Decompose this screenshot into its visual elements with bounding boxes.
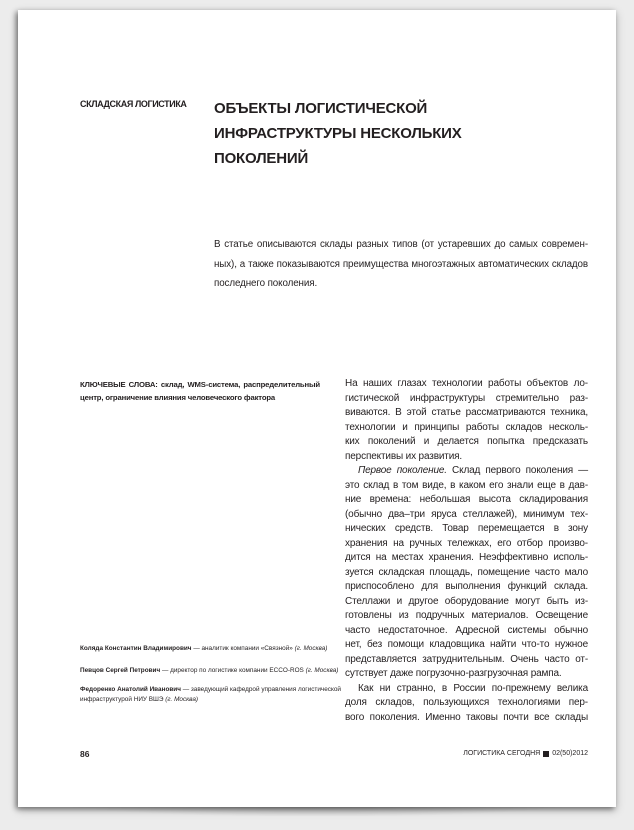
body-line: готовлены из подручных материалов. Освещение	[345, 610, 588, 621]
author-role-continued: инфраструктурой НИУ ВШЭ	[80, 696, 164, 703]
keywords-label: КЛЮЧЕВЫЕ СЛОВА:	[80, 380, 158, 389]
author-role: — заведующий кафедрой управления логистической	[182, 686, 341, 693]
journal-issue: 02(50)2012	[552, 750, 588, 757]
author-credit	[80, 644, 340, 654]
section-label: СКЛАДСКАЯ ЛОГИСТИКА	[80, 99, 187, 109]
author-name: Певцов Сергей Петрович	[80, 667, 161, 674]
journal-name: ЛОГИСТИКА СЕГОДНЯ	[463, 750, 541, 757]
title-line: ОБЪЕКТЫ ЛОГИСТИЧЕСКОЙ	[214, 100, 428, 117]
body-line: вого поколения. Именно таковы почти все склады	[345, 711, 588, 723]
body-line: виваются. В этой статье рассматриваются техника,	[345, 407, 588, 418]
author-name: Федоренко Анатолий Иванович	[80, 686, 181, 693]
body-line: нет, без помощи кладовщика найти что-то нужное	[345, 639, 588, 650]
body-line: представляется затруднительным. Очень часто от-	[345, 653, 588, 665]
keywords-line	[80, 378, 320, 391]
journal-footer	[463, 749, 588, 759]
author-credit	[80, 666, 340, 676]
article-abstract	[214, 235, 588, 294]
body-line: ких поколений и делается попытка предсказать	[345, 436, 588, 447]
body-line: доля складов, пользующихся технологиями пер-	[345, 697, 588, 708]
body-line: приспособлено для выполнения функций склада.	[345, 581, 588, 592]
body-line: часто недостаточное. Адресной системы обычно	[345, 624, 588, 636]
body-line-text: Склад первого поколения —	[452, 465, 588, 476]
page-number: 86	[80, 749, 90, 759]
title-line: ИНФРАСТРУКТУРЫ НЕСКОЛЬКИХ	[214, 125, 462, 142]
author-role: — аналитик компании «Связной»	[193, 645, 293, 652]
author-place: (г. Москва)	[294, 645, 328, 652]
body-line: хранения на ручных тележках, его отбор произво-	[345, 537, 588, 549]
abstract-line: В статье описываются склады разных типов (от устаревших до самых современ-	[214, 239, 588, 250]
article-body	[345, 377, 588, 725]
body-line: ние времена: небольшая высота складирования	[345, 494, 588, 505]
author-name: Коляда Константин Владимирович	[80, 645, 192, 652]
abstract-line: ных), а также показываются преимущества многоэтажных автоматических складов	[214, 258, 588, 270]
body-line: технологии и принципы работы складов несколь-	[345, 421, 588, 433]
body-line: зуется складская площадь, помещение часто мало	[345, 566, 588, 578]
title-line: ПОКОЛЕНИЙ	[214, 150, 309, 167]
body-line: На наших глазах технологии работы объектов ло-	[345, 378, 588, 389]
author-credit	[80, 685, 340, 705]
author-place: (г. Москва)	[165, 696, 199, 703]
journal-page	[18, 10, 616, 807]
keywords-text: склад, WMS-система, распределительный	[160, 380, 320, 389]
body-line: дится на местах хранения. Неэффективно исполь-	[345, 552, 588, 563]
body-line: сутствует даже погрузочно-разгрузочная рампа.	[345, 668, 562, 679]
author-role: — директор по логистике компании ECCO-ROS	[161, 667, 304, 674]
abstract-line: последнего поколения.	[214, 278, 318, 289]
keywords-block	[80, 378, 320, 404]
body-line: перспективы их развития.	[345, 450, 463, 462]
article-title	[214, 96, 462, 171]
body-line: Стеллажи и другое оборудование могут быть из-	[345, 595, 588, 607]
body-line: нических средств. Товар перемещается в зону	[345, 523, 588, 534]
body-line: гистической инфраструктуры стремительно раз-	[345, 392, 588, 404]
body-line: это склад в том виде, в каком его знали еще в дав-	[345, 479, 588, 491]
body-line: Как ни странно, в России по-прежнему велика	[358, 682, 588, 694]
square-bullet-icon	[543, 751, 549, 757]
subheading-inline: Первое поколение.	[358, 465, 447, 476]
keywords-line: центр, ограничение влияния человеческого фактора	[80, 393, 276, 402]
body-line	[345, 464, 588, 479]
author-place: (г. Москва)	[305, 667, 339, 674]
body-line: (обычно два–три яруса стеллажей), минимум тех-	[345, 508, 588, 520]
